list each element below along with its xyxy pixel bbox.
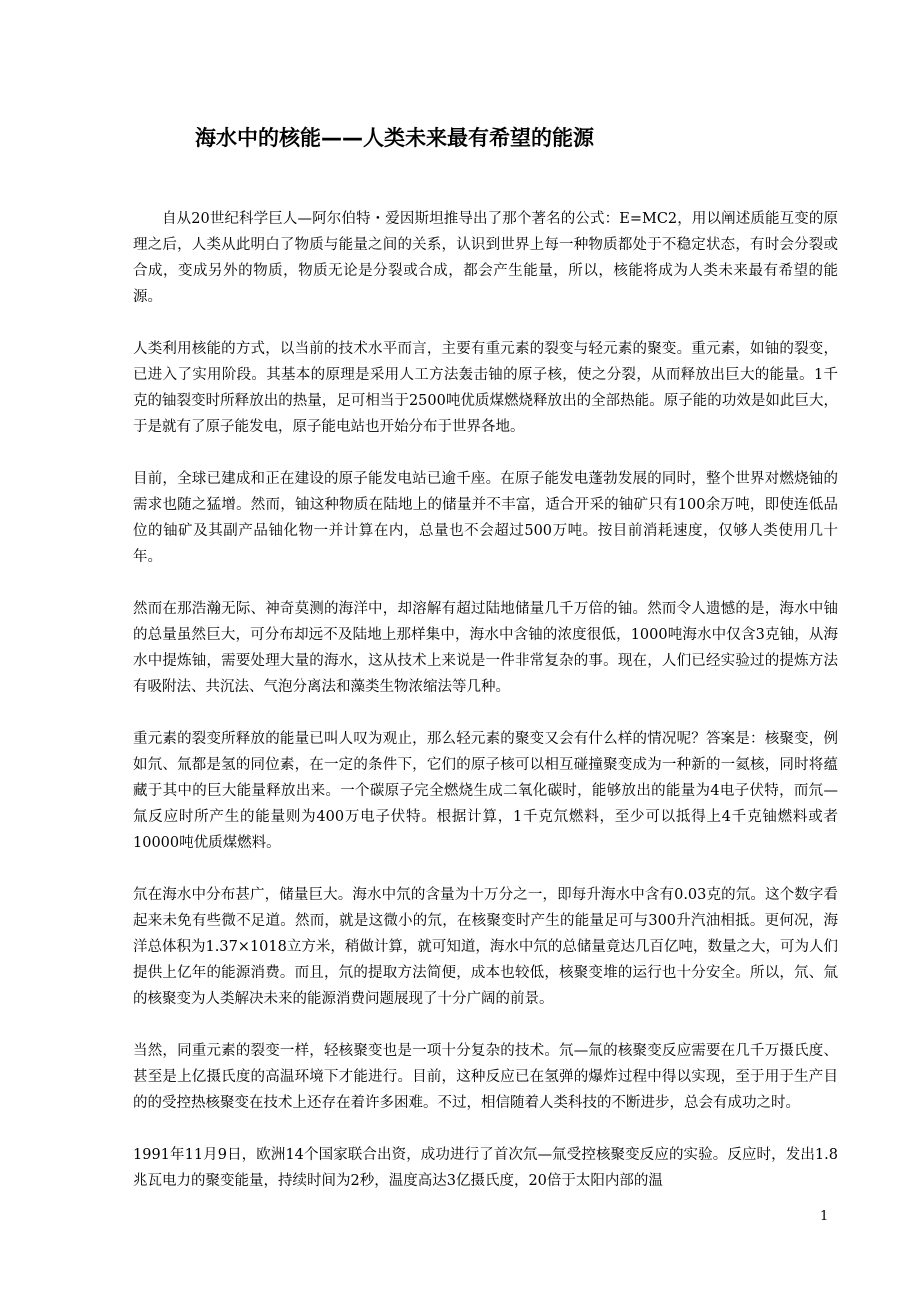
document-title: 海水中的核能——人类未来最有希望的能源 [195, 126, 594, 150]
paragraph: 然而在那浩瀚无际、神奇莫测的海洋中，却溶解有超过陆地储量几千万倍的铀。然而令人遗憾的是，海水中铀的总量虽然巨大，可分布却远不及陆地上那样集中，海水中含铀的浓度很低，1000吨海水中仅含3克铀，从海水中提炼铀，需要处理大量的海水，这从技术上来说是一件非常复杂的事。现在，人们已经实验过的提炼方法有吸附法、共沉法、气泡分离法和藻类生物浓缩法等几种。 [133, 601, 838, 695]
paragraph: 重元素的裂变所释放的能量已叫人叹为观止，那么轻元素的聚变又会有什么样的情况呢？答案是：核聚变，例如氘、氚都是氢的同位素，在一定的条件下，它们的原子核可以相互碰撞聚变成为一种新的一氦核，同时将蕴藏于其中的巨大能量释放出来。一个碳原子完全燃烧生成二氧化碳时，能够放出的能量为4电子伏特，而氘—氚反应时所产生的能量则为400万电子伏特。根据计算，1千克氘燃料，至少可以抵得上4千克铀燃料或者10000吨优质煤燃料。 [133, 731, 838, 851]
paragraph: 1991年11月9日，欧洲14个国家联合出资，成功进行了首次氘—氚受控核聚变反应的实验。反应时，发出1.8兆瓦电力的聚变能量，持续时间为2秒，温度高达3亿摄氏度，20倍于太阳内部的温 [133, 1147, 838, 1189]
page-number: 1 [820, 1209, 829, 1224]
paragraph: 当然，同重元素的裂变一样，轻核聚变也是一项十分复杂的技术。氘—氚的核聚变反应需要在几千万摄氏度、甚至是上亿摄氏度的高温环境下才能进行。目前，这种反应已在氢弹的爆炸过程中得以实现，至于用于生产目的的受控热核聚变在技术上还存在着许多困难。不过，相信随着人类科技的不断进步，总会有成功之时。 [133, 1043, 838, 1111]
document-body [133, 206, 838, 1194]
paragraph: 人类利用核能的方式，以当前的技术水平而言，主要有重元素的裂变与轻元素的聚变。重元素，如铀的裂变，已进入了实用阶段。其基本的原理是采用人工方法轰击铀的原子核，使之分裂，从而释放出巨大的能量。1千克的铀裂变时所释放出的热量，足可相当于2500吨优质煤燃烧释放出的全部热能。原子能的功效是如此巨大，于是就有了原子能发电，原子能电站也开始分布于世界各地。 [133, 341, 838, 435]
paragraph: 自从20世纪科学巨人—阿尔伯特・爱因斯坦推导出了那个著名的公式：E=MC2，用以阐述质能互变的原理之后，人类从此明白了物质与能量之间的关系，认识到世界上每一种物质都处于不稳定状态，有时会分裂或合成，变成另外的物质，物质无论是分裂或合成，都会产生能量，所以，核能将成为人类未来最有希望的能源。 [133, 211, 838, 305]
paragraph: 氘在海水中分布甚广，储量巨大。海水中氘的含量为十万分之一，即每升海水中含有0.03克的氘。这个数字看起来未免有些微不足道。然而，就是这微小的氘，在核聚变时产生的能量足可与300升汽油相抵。更何况，海洋总体积为1.37×1018立方米，稍做计算，就可知道，海水中氘的总储量竟达几百亿吨，数量之大，可为人们提供上亿年的能源消费。而且，氘的提取方法简便，成本也较低，核聚变堆的运行也十分安全。所以，氘、氚的核聚变为人类解决未来的能源消费问题展现了十分广阔的前景。 [133, 887, 838, 1007]
paragraph: 目前，全球已建成和正在建设的原子能发电站已逾千座。在原子能发电蓬勃发展的同时，整个世界对燃烧铀的需求也随之猛增。然而，铀这种物质在陆地上的储量并不丰富，适合开采的铀矿只有100余万吨，即使连低品位的铀矿及其副产品铀化物一并计算在内，总量也不会超过500万吨。按目前消耗速度，仅够人类使用几十年。 [133, 471, 838, 565]
